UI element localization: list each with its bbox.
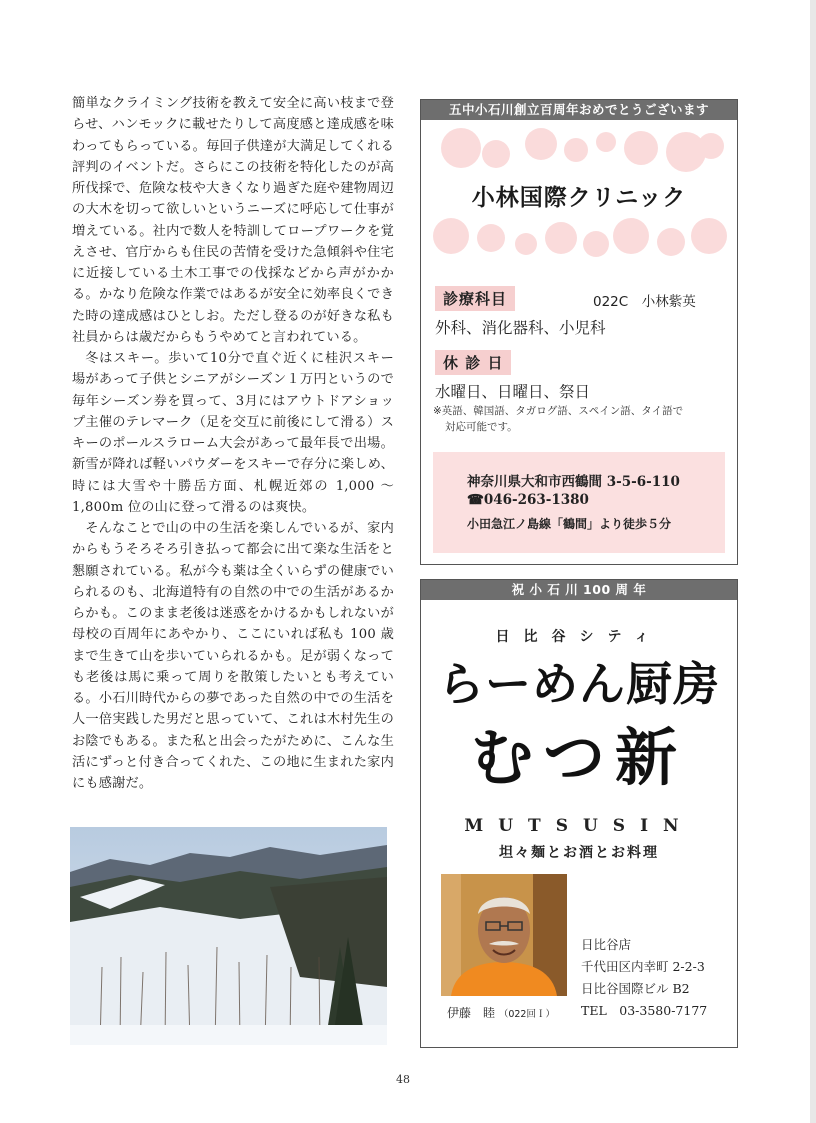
shop-tel: TEL 03-3580-7177 xyxy=(581,1003,708,1018)
ramen-name-line1: らーめん厨房 xyxy=(438,657,720,711)
ramen-ad xyxy=(420,579,738,1048)
owner-class: （022回Ｉ） xyxy=(498,1009,555,1020)
clinic-class-info: 022C 小林紫英 xyxy=(593,294,696,310)
clinic-name: 小林国際クリニック xyxy=(471,185,687,211)
clinic-address-box xyxy=(433,452,725,553)
clinic-closed-label: 休 診 日 xyxy=(435,350,511,375)
clinic-phone: ☎046-263-1380 xyxy=(467,492,589,508)
shop-address-1: 千代田区内幸町 2-2-3 xyxy=(581,959,705,974)
clinic-language-note: ※英語、韓国語、タガログ語、スペイン語、タイ語で xyxy=(433,405,684,417)
owner-portrait xyxy=(441,874,567,996)
ramen-subtitle: 坦々麺とお酒とお料理 xyxy=(499,845,659,861)
clinic-ad xyxy=(420,99,738,565)
article-paragraph: 冬はスキー。歩いて10分で直ぐ近くに桂沢スキー場があって子供とシニアがシーズン１万円というので毎年シーズン券を買って、3月にはアウトドアショップ主催のテレマーク（足を交互に前後にして滑る）スキーのポールスラローム大会があって最年長で出場。新雪が降れば軽いパウダーをスキーで存分に楽しめ、時には大雪や十勝岳方面、札幌近郊の 1,000 ～ 1,800m 位の山に登って滑るのは爽快。 xyxy=(72,351,394,515)
page-number: 48 xyxy=(396,1073,410,1086)
owner-caption xyxy=(447,1004,555,1021)
ramen-name-line2: むつ新 xyxy=(470,721,687,794)
article-paragraph: そんなことで山の中の生活を楽しんでいるが、家内からもうそろそろ引き払って都会に出て楽な生活をと懇願されている。私が今も薬は全くいらずの健康でいられるのも、北海道特有の自然の中での生活があるからかも。このまま老後は迷惑をかけるかもしれないが母校の百周年にあやかり、ここにいれば私も 100 歳まで生きて山を歩いていられるかも。足が弱くなっても老後は馬に乗って周りを散策したいとも考えている。小石川時代からの夢であった自然の中での生活を人一倍実践した男だと思っていて、これは木村先生のお陰でもある。また私と出会ったがために、こんな生活にずっと付き合ってくれた、この地に生まれた家内にも感謝だ。 xyxy=(72,521,394,791)
clinic-dept-label: 診療科目 xyxy=(435,286,515,311)
article-body xyxy=(72,93,394,794)
shop-info xyxy=(581,934,707,1022)
shop-address-2: 日比谷国際ビル B2 xyxy=(581,981,690,996)
ramen-ad-header: 祝 小 石 川 100 周 年 xyxy=(421,580,737,600)
clinic-address: 神奈川県大和市西鶴間 3-5-6-110 xyxy=(467,474,680,490)
ramen-location: 日比谷シティ xyxy=(495,629,663,645)
snow-mountain-photo xyxy=(70,827,387,1045)
shop-name: 日比谷店 xyxy=(581,937,632,952)
clinic-ad-header: 五中小石川創立百周年おめでとうございます xyxy=(421,100,737,120)
ramen-roman-name: MUTSUSIN xyxy=(464,816,694,836)
clinic-access: 小田急江ノ島線「鶴間」より徒歩５分 xyxy=(467,517,672,531)
article-paragraph: 簡単なクライミング技術を教えて安全に高い枝まで登らせ、ハンモックに載せたりして高度感と達成感を味わってもらっている。毎回子供達が大満足してくれる評判のイベントだ。さらにこの技術を特化したのが高所伐採で、危険な枝や大きくなり過ぎた庭や建物周辺の大木を切って欲しいというニーズに呼応して仕事が増えている。社内で数人を特訓してロープワークを覚えさせ、官庁からも住民の苦情を受けた急傾斜や住宅に近接している土木工事での伐採などから声がかかる。かなり危険な作業ではあるが安全に効率良くできた時の達成感はひとしお。ただし登るのが好きな私も社員からは歳だからもうやめてと言われている。 xyxy=(72,96,394,345)
clinic-departments: 外科、消化器科、小児科 xyxy=(435,319,606,337)
clinic-closed-days: 水曜日、日曜日、祭日 xyxy=(435,383,591,401)
clinic-language-note-2: 対応可能です。 xyxy=(445,421,518,433)
owner-name: 伊藤 睦 xyxy=(447,1006,496,1020)
